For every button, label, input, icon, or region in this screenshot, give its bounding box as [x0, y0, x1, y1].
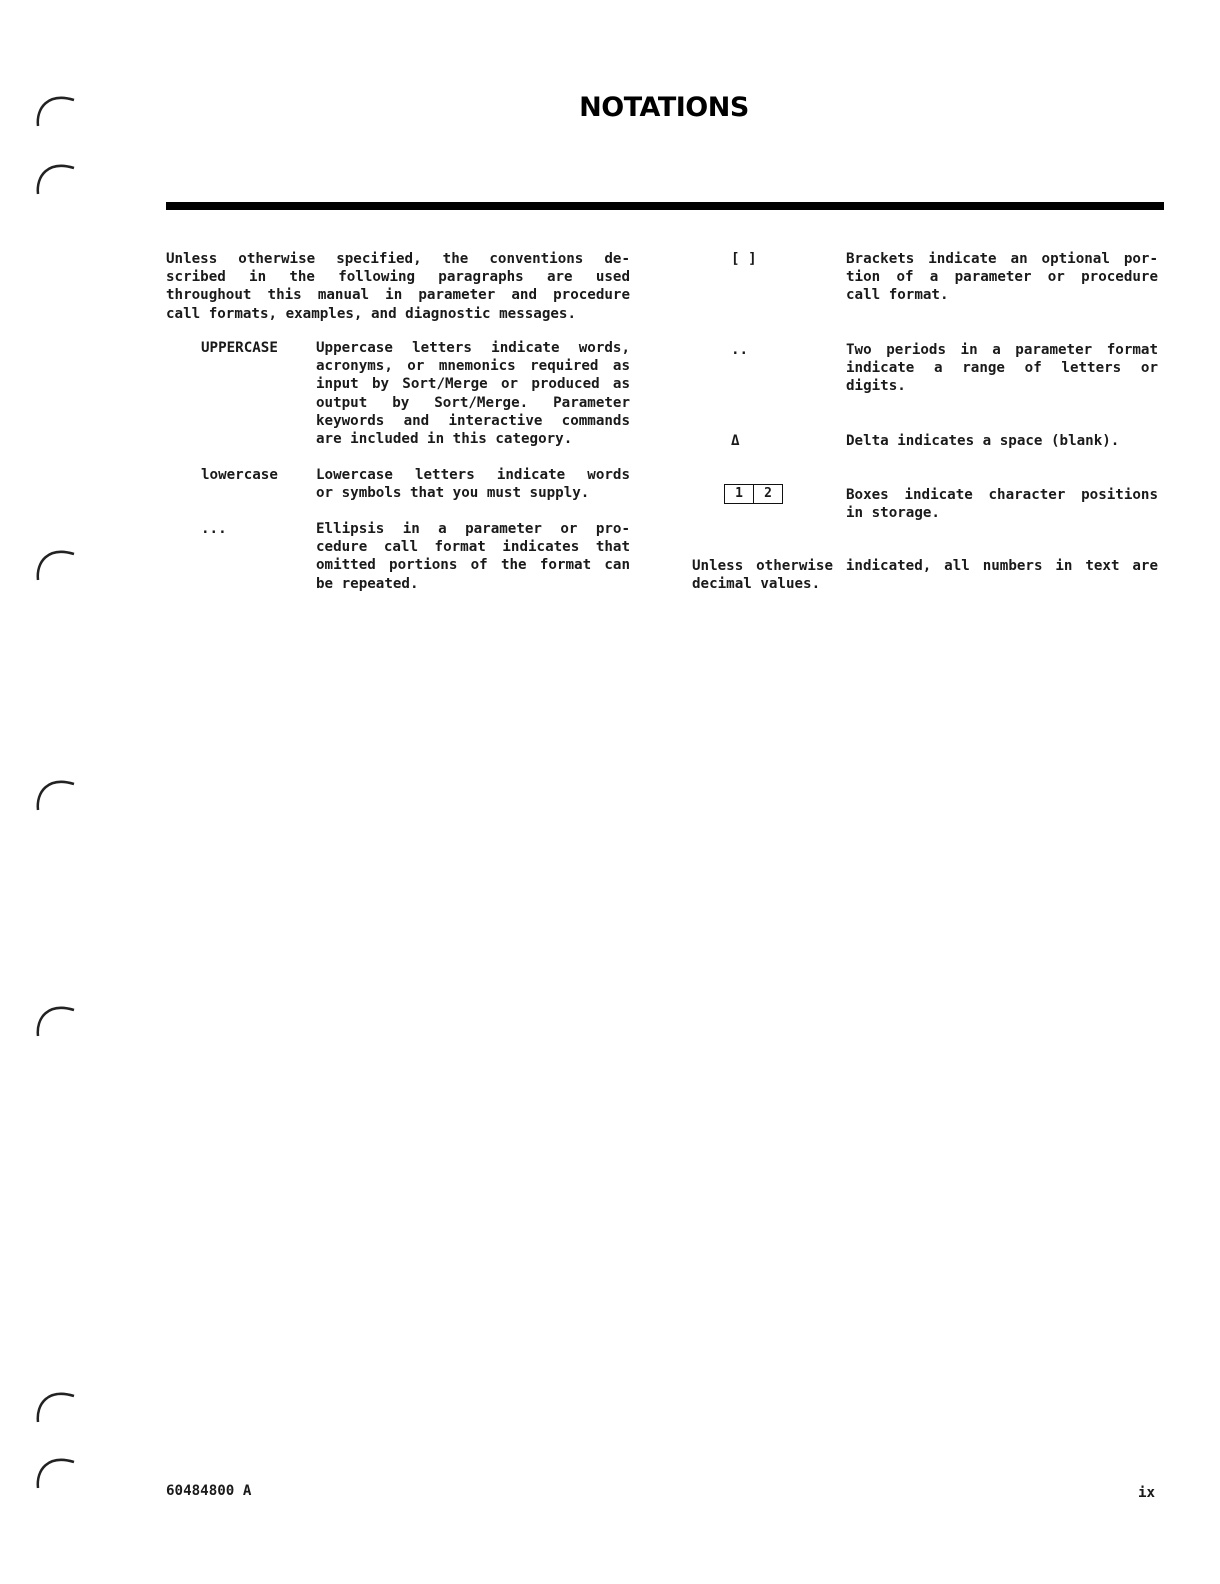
binder-hole-mark	[34, 1448, 78, 1492]
text-line: are included in this category.	[316, 431, 573, 448]
notation-desc-boxes	[846, 486, 1158, 522]
closing-paragraph	[692, 557, 1158, 593]
text-line: in storage.	[846, 505, 940, 522]
notation-term-two-periods: ..	[731, 342, 749, 358]
text-line: omitted portions of the format can	[316, 557, 630, 574]
text-line: tion of a parameter or procedure	[846, 269, 1158, 286]
page-title: NOTATIONS	[579, 92, 749, 123]
notation-term-delta: Δ	[731, 433, 740, 449]
notation-desc-ellipsis	[316, 520, 630, 593]
text-line: Unless otherwise indicated, all numbers in text are	[692, 558, 1158, 574]
text-line: Uppercase letters indicate words,	[316, 340, 630, 356]
text-line: output by Sort/Merge. Parameter	[316, 394, 630, 411]
text-line: Unless otherwise specified, the conventions de-	[166, 251, 630, 267]
notation-desc-brackets	[846, 250, 1158, 305]
text-line: Ellipsis in a parameter or pro-	[316, 521, 630, 537]
binder-hole-mark	[34, 540, 78, 584]
text-line: throughout this manual in parameter and procedure	[166, 287, 630, 304]
text-line: input by Sort/Merge or produced as	[316, 376, 630, 393]
text-line: keywords and interactive commands	[316, 412, 630, 429]
footer-page-number: ix	[1138, 1485, 1156, 1501]
binder-hole-mark	[34, 1382, 78, 1426]
notation-term-uppercase: UPPERCASE	[201, 340, 278, 356]
text-line: or symbols that you must supply.	[316, 485, 590, 502]
notation-term-brackets: [ ]	[731, 251, 757, 267]
box-position-1: 1	[735, 486, 743, 501]
text-line: cedure call format indicates that	[316, 539, 630, 556]
notation-term-lowercase: lowercase	[201, 467, 278, 483]
text-line: call formats, examples, and diagnostic messages.	[166, 305, 576, 322]
notation-desc-two-periods	[846, 341, 1158, 396]
text-line: scribed in the following paragraphs are used	[166, 269, 630, 286]
text-line: Delta indicates a space (blank).	[846, 433, 1120, 449]
binder-hole-mark	[34, 996, 78, 1040]
text-line: Boxes indicate character positions	[846, 487, 1158, 503]
box-position-2: 2	[753, 485, 782, 503]
text-line: acronyms, or mnemonics required as	[316, 358, 630, 375]
text-line: digits.	[846, 378, 906, 395]
text-line: Two periods in a parameter format	[846, 342, 1158, 358]
text-line: call format.	[846, 287, 949, 304]
text-line: decimal values.	[692, 576, 821, 593]
notation-term-ellipsis: ...	[201, 521, 227, 537]
notation-term-boxes	[724, 484, 783, 504]
text-line: Brackets indicate an optional por-	[846, 251, 1158, 267]
text-line: indicate a range of letters or	[846, 360, 1158, 377]
notation-desc-lowercase	[316, 466, 630, 502]
intro-paragraph	[166, 250, 630, 323]
title-rule	[166, 202, 1164, 210]
text-line: Lowercase letters indicate words	[316, 467, 630, 483]
binder-hole-mark	[34, 770, 78, 814]
notation-desc-uppercase	[316, 339, 630, 448]
notation-desc-delta	[846, 432, 1158, 450]
text-line: be repeated.	[316, 575, 419, 592]
footer-doc-number: 60484800 A	[166, 1483, 252, 1499]
binder-hole-mark	[34, 154, 78, 198]
